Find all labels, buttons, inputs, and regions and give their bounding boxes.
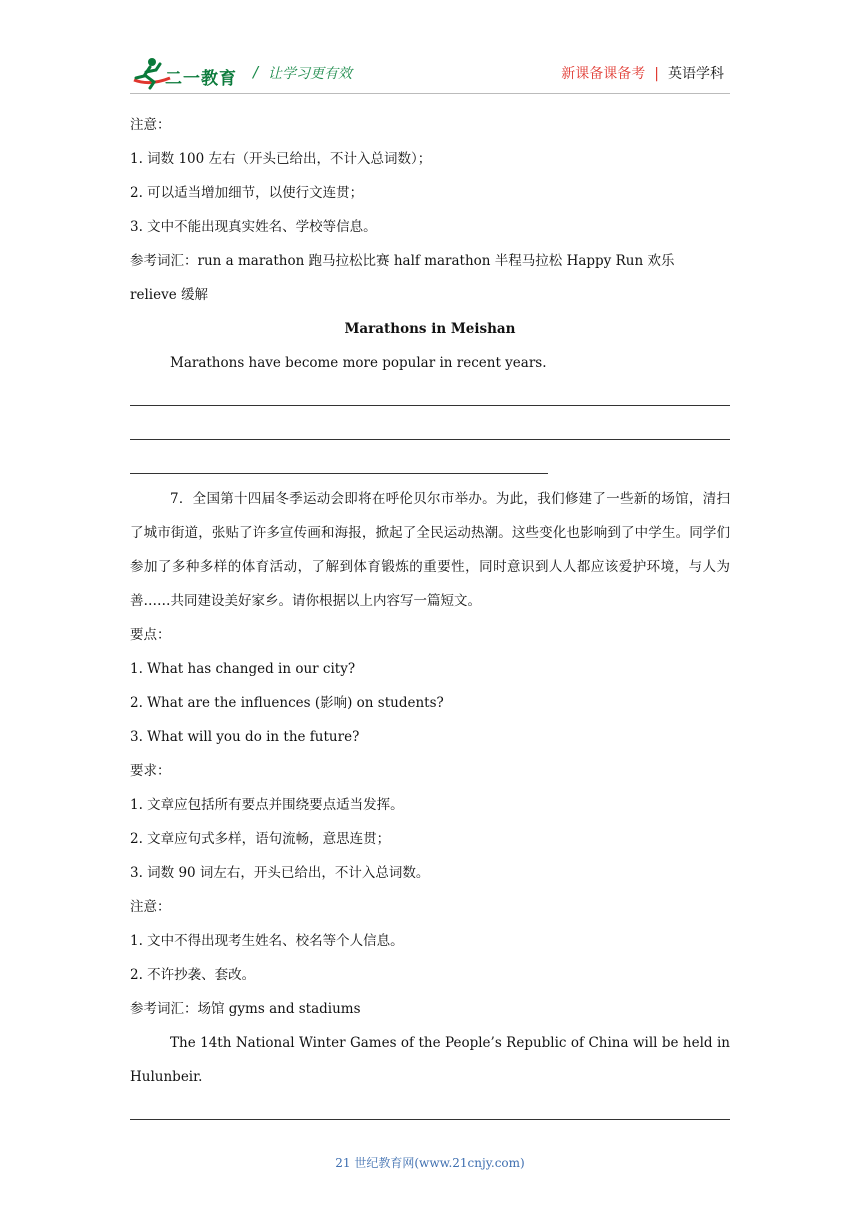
point-item: 2. What are the influences (影响) on students? (130, 695, 444, 711)
answer-line[interactable] (130, 1094, 730, 1128)
point-item: 1. What has changed in our city? (130, 661, 356, 677)
essay-start: Marathons have become more popular in recent years. (170, 355, 547, 371)
header-right (561, 63, 724, 83)
note-item: 1. 词数 100 左右（开头已给出，不计入总词数）； (130, 151, 432, 167)
answer-line[interactable] (130, 414, 730, 448)
vocab-line: 参考词汇：run a marathon 跑马拉松比赛 half marathon 半程马拉松 Happy Run 欢乐 (130, 253, 675, 269)
logo-text: 二一教育 (165, 69, 237, 89)
page-footer: 21 世纪教育网(www.21cnjy.com) (335, 1156, 525, 1170)
header-subject: 英语学科 (668, 66, 724, 82)
page-header (0, 0, 860, 100)
vocab-line: 参考词汇：场馆 gyms and stadiums (130, 1001, 361, 1017)
slogan: 让学习更有效 (268, 66, 352, 82)
point-item: 3. What will you do in the future? (130, 729, 360, 745)
note-item: 3. 文中不能出现真实姓名、学校等信息。 (130, 219, 377, 235)
document-body (130, 108, 730, 1128)
essay-title: Marathons in Meishan (344, 321, 516, 337)
note-item: 2. 可以适当增加细节，以使行文连贯； (130, 185, 364, 201)
requirements-label: 要求： (130, 763, 171, 779)
requirement-item: 2. 文章应句式多样，语句流畅，意思连贯； (130, 831, 391, 847)
requirement-item: 1. 文章应包括所有要点并围绕要点适当发挥。 (130, 797, 404, 813)
answer-line[interactable] (130, 448, 730, 482)
header-tagline: 新课备课备考 (561, 66, 646, 82)
answer-line[interactable] (130, 380, 730, 414)
requirement-item: 3. 词数 90 词左右，开头已给出，不计入总词数。 (130, 865, 430, 881)
header-divider: | (654, 66, 659, 82)
header-rule (130, 93, 730, 94)
note-label: 注意： (130, 899, 171, 915)
note-label: 注意： (130, 117, 171, 133)
essay-start: The 14th National Winter Games of the People’s Republic of China will be held in Hulunbeir. (130, 1035, 730, 1085)
question-7-prompt: 7．全国第十四届冬季运动会即将在呼伦贝尔市举办。为此，我们修建了一些新的场馆，清扫了城市街道，张贴了许多宣传画和海报，掀起了全民运动热潮。这些变化也影响到了中学生。同学们参加了多种多样的体育活动，了解到体育锻炼的重要性，同时意识到人人都应该爱护环境，与人为善……共同建设美好家乡。请你根据以上内容写一篇短文。 (130, 491, 730, 609)
slogan-separator: / (253, 63, 259, 81)
points-label: 要点： (130, 627, 171, 643)
vocab-line: relieve 缓解 (130, 287, 208, 303)
note-item: 2. 不许抄袭、套改。 (130, 967, 256, 983)
note-item: 1. 文中不得出现考生姓名、校名等个人信息。 (130, 933, 404, 949)
